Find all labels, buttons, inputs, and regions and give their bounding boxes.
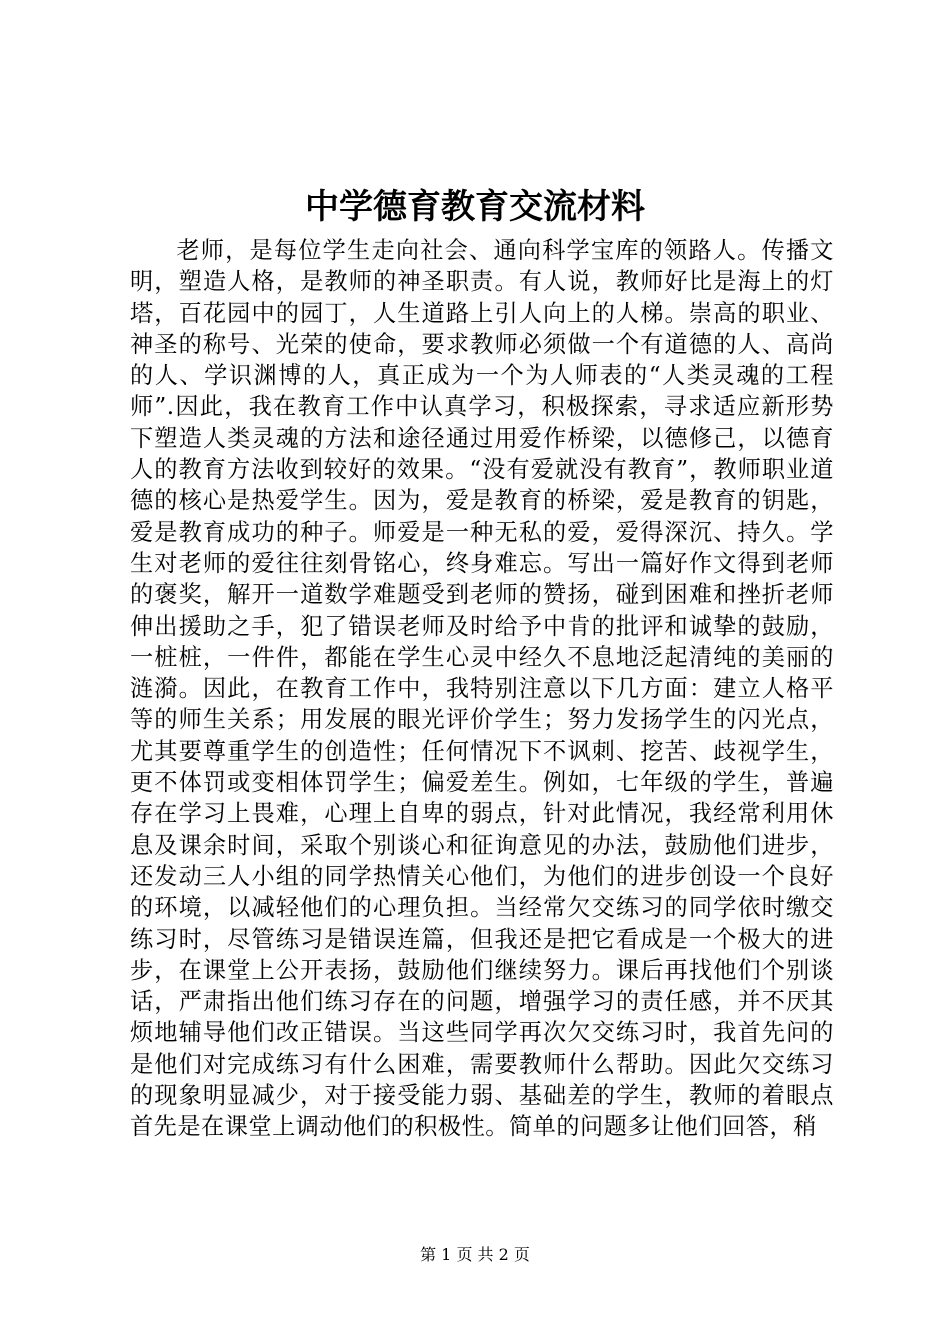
- document-body-paragraph: 老师，是每位学生走向社会、通向科学宝库的领路人。传播文明，塑造人格，是教师的神圣职责。有人说，教师好比是海上的灯塔，百花园中的园丁，人生道路上引人向上的人梯。崇高的职业、神圣的称号、光荣的使命，要求教师必须做一个有道德的人、高尚的人、学识渊博的人，真正成为一个为人师表的“人类灵魂的工程师”.因此，我在教育工作中认真学习，积极探索，寻求适应新形势下塑造人类灵魂的方法和途径通过用爱作桥梁，以德修己，以德育人的教育方法收到较好的效果。“没有爱就没有教育”，教师职业道德的核心是热爱学生。因为，爱是教育的桥梁，爱是教育的钥匙，爱是教育成功的种子。师爱是一种无私的爱，爱得深沉、持久。学生对老师的爱往往刻骨铭心，终身难忘。写出一篇好作文得到老师的褒奖，解开一道数学难题受到老师的赞扬，碰到困难和挫折老师伸出援助之手，犯了错误老师及时给予中肯的批评和诚挚的鼓励，一桩桩，一件件，都能在学生心灵中经久不息地泛起清纯的美丽的涟漪。因此，在教育工作中，我特别注意以下几方面：建立人格平等的师生关系；用发展的眼光评价学生；努力发扬学生的闪光点，尤其要尊重学生的创造性；任何情况下不讽刺、挖苦、歧视学生，更不体罚或变相体罚学生；偏爱差生。例如，七年级的学生，普遍存在学习上畏难，心理上自卑的弱点，针对此情况，我经常利用休息及课余时间，采取个别谈心和征询意见的办法，鼓励他们进步，还发动三人小组的同学热情关心他们，为他们的进步创设一个良好的环境，以减轻他们的心理负担。当经常欠交练习的同学依时缴交练习时，尽管练习是错误连篇，但我还是把它看成是一个极大的进步，在课堂上公开表扬，鼓励他们继续努力。课后再找他们个别谈话，严肃指出他们练习存在的问题，增强学习的责任感，并不厌其烦地辅导他们改正错误。当这些同学再次欠交练习时，我首先问的是他们对完成练习有什么困难，需要教师什么帮助。因此欠交练习的现象明显减少，对于接受能力弱、基础差的学生，教师的着眼点首先是在课堂上调动他们的积极性。简单的问题多让他们回答，稍: [130, 237, 834, 1141]
- page-number-footer: 第 1 页 共 2 页: [420, 1245, 530, 1264]
- document-title: 中学德育教育交流材料: [305, 187, 645, 227]
